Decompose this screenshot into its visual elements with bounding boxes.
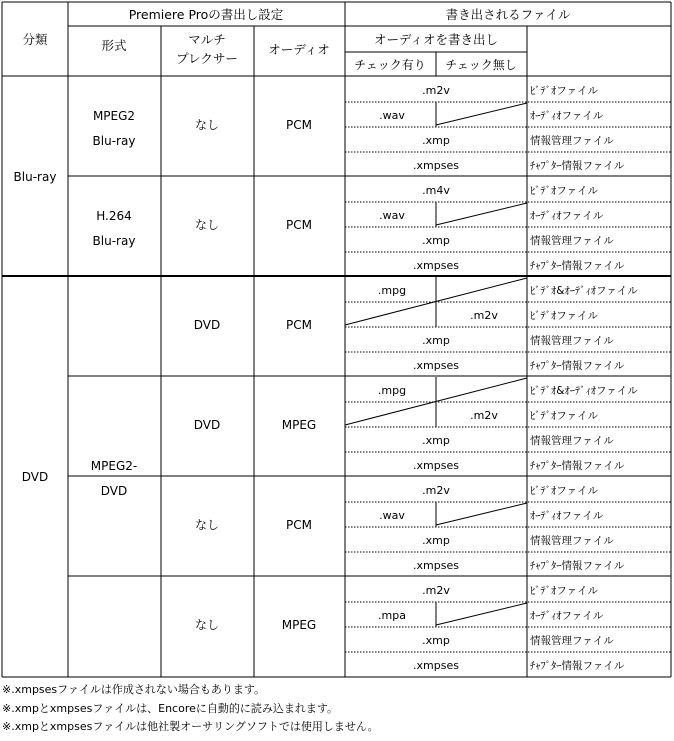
audio-value: MPEG xyxy=(281,418,317,432)
format-line1: MPEG2- xyxy=(90,459,138,473)
audio-value: PCM xyxy=(286,118,312,132)
multiplexer-value: DVD xyxy=(193,318,221,332)
multiplexer-value: DVD xyxy=(193,418,221,432)
file-type: 情報管理ファイル xyxy=(530,635,614,647)
file-type: ｵｰﾃﾞｨｵファイル xyxy=(530,210,604,222)
ext-both: .xmpses xyxy=(413,659,459,672)
multiplexer-value: なし xyxy=(194,118,220,132)
file-type: 情報管理ファイル xyxy=(530,435,614,447)
ext-check-on: .wav xyxy=(379,209,405,222)
ext-check-on: .mpg xyxy=(377,284,407,297)
header-output-files: 書き出されるファイル xyxy=(445,7,571,22)
header-audio-export: オーディオを書き出し xyxy=(373,32,499,47)
format-line2: Blu-ray xyxy=(92,234,136,248)
file-type: 情報管理ファイル xyxy=(530,235,614,247)
file-type: ﾁｬﾌﾟﾀｰ情報ファイル xyxy=(530,260,625,272)
footnote-1: ※.xmpsesファイルは作成されない場合もあります。 xyxy=(2,683,266,696)
file-type: ﾋﾞﾃﾞｵファイル xyxy=(530,85,599,97)
header-format: 形式 xyxy=(101,38,127,53)
file-type: ﾋﾞﾃﾞｵファイル xyxy=(530,310,599,322)
header-category: 分類 xyxy=(22,32,48,47)
ext-both: .xmp xyxy=(422,534,450,547)
header-check-off: チェック無し xyxy=(445,58,517,72)
file-type: ｵｰﾃﾞｨｵファイル xyxy=(530,610,604,622)
ext-check-on: .m4v xyxy=(422,184,450,197)
file-type: ｵｰﾃﾞｨｵファイル xyxy=(530,110,604,122)
audio-value: PCM xyxy=(286,518,312,532)
file-type: 情報管理ファイル xyxy=(530,535,614,547)
not-exported-slash xyxy=(436,603,527,625)
ext-check-on: .mpa xyxy=(378,609,406,622)
file-type: ｵｰﾃﾞｨｵファイル xyxy=(530,510,604,522)
file-type: ﾋﾞﾃﾞｵ&ｵｰﾃﾞｨｵファイル xyxy=(530,285,638,297)
header-multiplexer-line2: プレクサー xyxy=(176,51,238,66)
file-type: 情報管理ファイル xyxy=(530,335,614,347)
file-type: ﾁｬﾌﾟﾀｰ情報ファイル xyxy=(530,660,625,672)
not-exported-slash xyxy=(436,103,527,125)
ext-check-on: .m2v xyxy=(422,584,450,597)
header-multiplexer-line1: マルチ xyxy=(188,32,226,47)
file-type: ﾋﾞﾃﾞｵ&ｵｰﾃﾞｨｵファイル xyxy=(530,385,638,397)
ext-check-on: .wav xyxy=(379,109,405,122)
format-line2: Blu-ray xyxy=(92,134,136,148)
audio-value: PCM xyxy=(286,318,312,332)
file-type: ﾋﾞﾃﾞｵファイル xyxy=(530,410,599,422)
file-type: ﾁｬﾌﾟﾀｰ情報ファイル xyxy=(530,160,625,172)
header-audio: オーディオ xyxy=(268,42,330,57)
header-check-on: チェック有り xyxy=(354,58,426,72)
ext-both: .xmp xyxy=(422,434,450,447)
file-type: ﾁｬﾌﾟﾀｰ情報ファイル xyxy=(530,460,625,472)
not-exported-slash xyxy=(436,203,527,225)
multiplexer-value: なし xyxy=(194,218,220,232)
format-line1: H.264 xyxy=(96,209,132,223)
multiplexer-value: なし xyxy=(194,618,220,632)
ext-both: .xmpses xyxy=(413,259,459,272)
ext-both: .xmpses xyxy=(413,559,459,572)
format-line1: MPEG2 xyxy=(92,109,136,123)
footnote-3: ※.xmpとxmpsesファイルは他社製オーサリングソフトでは使用しません。 xyxy=(2,720,379,733)
ext-check-on: .m2v xyxy=(422,484,450,497)
ext-both: .xmp xyxy=(422,234,450,247)
file-type: 情報管理ファイル xyxy=(530,135,614,147)
audio-value: MPEG xyxy=(281,618,317,632)
format-line2: DVD xyxy=(100,484,128,498)
file-type: ﾋﾞﾃﾞｵファイル xyxy=(530,485,599,497)
ext-both: .xmpses xyxy=(413,159,459,172)
multiplexer-value: なし xyxy=(194,518,220,532)
footnotes xyxy=(2,681,674,737)
file-type: ﾁｬﾌﾟﾀｰ情報ファイル xyxy=(530,360,625,372)
header-export-settings: Premiere Proの書出し設定 xyxy=(128,7,284,22)
ext-both: .xmp xyxy=(422,134,450,147)
ext-check-off: .m2v xyxy=(470,309,498,322)
audio-value: PCM xyxy=(286,218,312,232)
ext-check-on: .m2v xyxy=(422,84,450,97)
file-type: ﾋﾞﾃﾞｵファイル xyxy=(530,185,599,197)
ext-check-on: .mpg xyxy=(377,384,407,397)
ext-check-off: .m2v xyxy=(470,409,498,422)
ext-check-on: .wav xyxy=(379,509,405,522)
category-blu-ray: Blu-ray xyxy=(13,170,57,184)
footnote-2: ※.xmpとxmpsesファイルは、Encoreに自動的に読み込まれます。 xyxy=(2,701,339,715)
file-type: ﾁｬﾌﾟﾀｰ情報ファイル xyxy=(530,560,625,572)
file-type: ﾋﾞﾃﾞｵファイル xyxy=(530,585,599,597)
not-exported-slash xyxy=(436,503,527,525)
category-dvd: DVD xyxy=(21,470,49,484)
ext-both: .xmpses xyxy=(413,459,459,472)
ext-both: .xmp xyxy=(422,634,450,647)
ext-both: .xmpses xyxy=(413,359,459,372)
ext-both: .xmp xyxy=(422,334,450,347)
